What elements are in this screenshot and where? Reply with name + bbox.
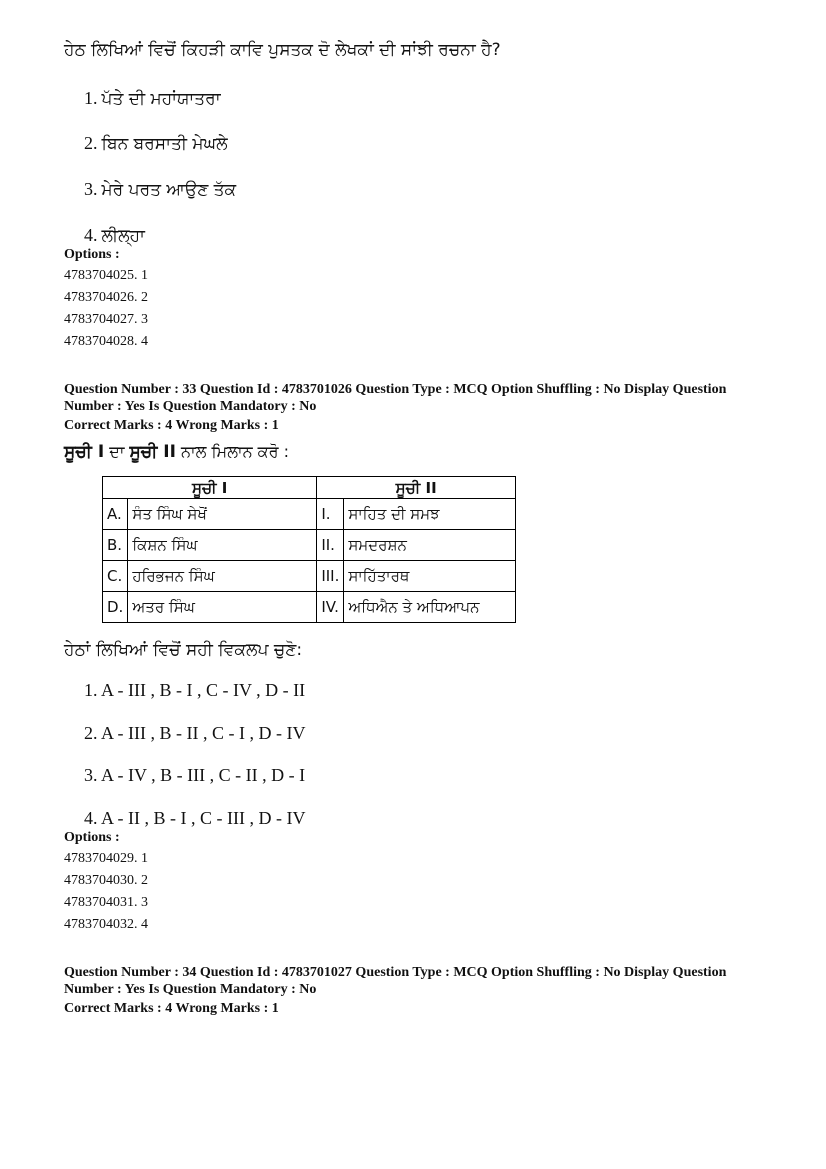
q34-meta-line2: Number : Yes Is Question Mandatory : No <box>64 982 317 997</box>
q33-option-4: 4783704032. 4 <box>64 917 148 932</box>
q34-marks: Correct Marks : 4 Wrong Marks : 1 <box>64 1001 279 1016</box>
list2-header: ਸੂਚੀ II <box>317 477 516 499</box>
q32-option-3: 4783704027. 3 <box>64 312 148 327</box>
q34-meta <box>64 964 764 998</box>
table-row: B. ਕਿਸ਼ਨ ਸਿੰਘ II. ਸਮਦਰਸ਼ਨ <box>103 530 516 561</box>
q32-choice-4: 4. ਲੀਲ੍ਹਾ <box>84 225 145 246</box>
q33-choice-3: 3. A - IV , B - III , C - II , D - I <box>84 765 306 785</box>
q33-option-2: 4783704030. 2 <box>64 873 148 888</box>
q32-option-2: 4783704026. 2 <box>64 290 148 305</box>
q33-subquestion: ਹੇਠਾਂ ਲਿਖਿਆਂ ਵਿਚੋਂ ਸਹੀ ਵਿਕਲਪ ਚੁਣੋ: <box>64 640 303 660</box>
q33-instruction: ਸੂਚੀ I ਦਾ ਸੂਚੀ II ਨਾਲ ਮਿਲਾਨ ਕਰੋ : <box>64 442 289 462</box>
q32-choice-2: 2. ਬਿਨ ਬਰਸਾਤੀ ਮੇਘਲੇ <box>84 133 228 154</box>
q33-list1-label: ਸੂਚੀ I <box>64 442 105 462</box>
q32-question-text: ਹੇਠ ਲਿਖਿਆਂ ਵਿਚੋਂ ਕਿਹੜੀ ਕਾਵਿ ਪੁਸਤਕ ਦੋ ਲੇਖਕਾਂ ਦੀ ਸਾਂਝੀ ਰਚਨਾ ਹੈ? <box>64 40 501 60</box>
q33-choice-1: 1. A - III , B - I , C - IV , D - II <box>84 680 306 700</box>
q32-option-1: 4783704025. 1 <box>64 268 148 283</box>
q33-meta <box>64 381 764 415</box>
table-row: A. ਸੰਤ ਸਿੰਘ ਸੇਖੋਂ I. ਸਾਹਿਤ ਦੀ ਸਮਝ <box>103 499 516 530</box>
q33-options-label: Options : <box>64 830 120 845</box>
q33-meta-line1: Question Number : 33 Question Id : 4783701026 Question Type : MCQ Option Shuffling : No Display Question <box>64 382 727 397</box>
q33-list2-label: ਸੂਚੀ II <box>129 442 176 462</box>
match-table-header <box>103 477 516 499</box>
q33-marks: Correct Marks : 4 Wrong Marks : 1 <box>64 418 279 433</box>
q33-choice-4: 4. A - II , B - I , C - III , D - IV <box>84 808 306 828</box>
q32-options-label: Options : <box>64 247 120 262</box>
list1-header: ਸੂਚੀ I <box>103 477 317 499</box>
table-row: D. ਅਤਰ ਸਿੰਘ IV. ਅਧਿਐਨ ਤੇ ਅਧਿਆਪਨ <box>103 592 516 623</box>
q33-option-1: 4783704029. 1 <box>64 851 148 866</box>
match-table <box>102 476 516 623</box>
q32-option-4: 4783704028. 4 <box>64 334 148 349</box>
q33-option-3: 4783704031. 3 <box>64 895 148 910</box>
q34-meta-line1: Question Number : 34 Question Id : 4783701027 Question Type : MCQ Option Shuffling : No Display Question <box>64 965 727 980</box>
q33-meta-line2: Number : Yes Is Question Mandatory : No <box>64 399 317 414</box>
q32-choice-1: 1. ਪੱਤੇ ਦੀ ਮਹਾਂਯਾਤਰਾ <box>84 88 221 109</box>
table-row: C. ਹਰਿਭਜਨ ਸਿੰਘ III. ਸਾਹਿੱਤਾਰਥ <box>103 561 516 592</box>
q33-choice-2: 2. A - III , B - II , C - I , D - IV <box>84 723 306 743</box>
q32-choice-3: 3. ਮੇਰੇ ਪਰਤ ਆਉਣ ਤੱਕ <box>84 179 237 200</box>
